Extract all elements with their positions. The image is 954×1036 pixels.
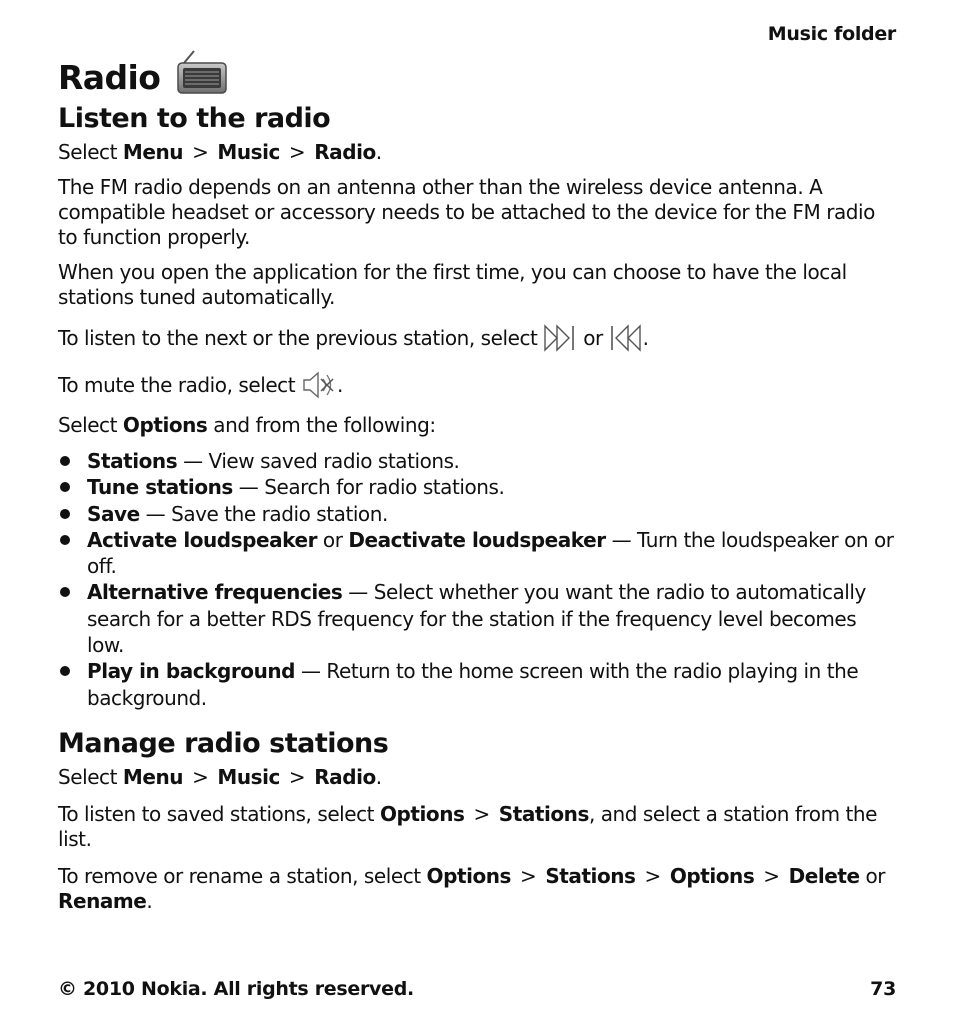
list-item: Tune stations — Search for radio stations.	[58, 474, 896, 500]
list-item: Activate loudspeaker or Deactivate loudspeaker — Turn the loudspeaker on or off.	[58, 527, 896, 580]
list-item: Play in background — Return to the home screen with the radio playing in the background.	[58, 658, 896, 711]
running-header: Music folder	[767, 23, 896, 45]
speaker-mute-icon	[301, 371, 337, 407]
copyright-footer: © 2010 Nokia. All rights reserved.	[58, 978, 414, 1000]
options-intro: Select Options and from the following:	[58, 413, 436, 437]
skip-forward-icon	[543, 324, 577, 360]
page-title: Radio	[58, 58, 161, 97]
list-item: Stations — View saved radio stations.	[58, 448, 896, 474]
antenna-paragraph: The FM radio depends on an antenna other than the wireless device antenna. A compatible headset or accessory needs to be attached to the device for the FM radio to function properly.	[58, 175, 875, 249]
manual-page	[58, 0, 896, 1036]
list-item: Save — Save the radio station.	[58, 501, 896, 527]
remove-rename-paragraph: To remove or rename a station, select Options > Stations > Options > Delete or Rename.	[58, 864, 886, 913]
listen-section-body	[58, 140, 896, 711]
page-number: 73	[870, 978, 896, 1000]
radio-icon	[176, 49, 228, 99]
menu-path: Select Menu > Music > Radio.	[58, 765, 382, 789]
skip-back-icon	[609, 324, 643, 360]
mute-paragraph: To mute the radio, select .	[58, 370, 896, 407]
section-heading-manage: Manage radio stations	[58, 728, 389, 759]
options-list	[58, 448, 896, 711]
autotune-paragraph: When you open the application for the first time, you can choose to have the local stations tuned automatically.	[58, 260, 847, 309]
menu-path: Select Menu > Music > Radio.	[58, 140, 382, 164]
section-heading-listen: Listen to the radio	[58, 103, 331, 134]
next-previous-paragraph: To listen to the next or the previous station, select or .	[58, 323, 896, 360]
manage-section-body	[58, 765, 896, 914]
saved-stations-paragraph: To listen to saved stations, select Options > Stations, and select a station from the list.	[58, 802, 877, 851]
list-item: Alternative frequencies — Select whether you want the radio to automatically search for a better RDS frequency for the station if the frequency level becomes low.	[58, 579, 896, 658]
title-row	[58, 50, 228, 106]
